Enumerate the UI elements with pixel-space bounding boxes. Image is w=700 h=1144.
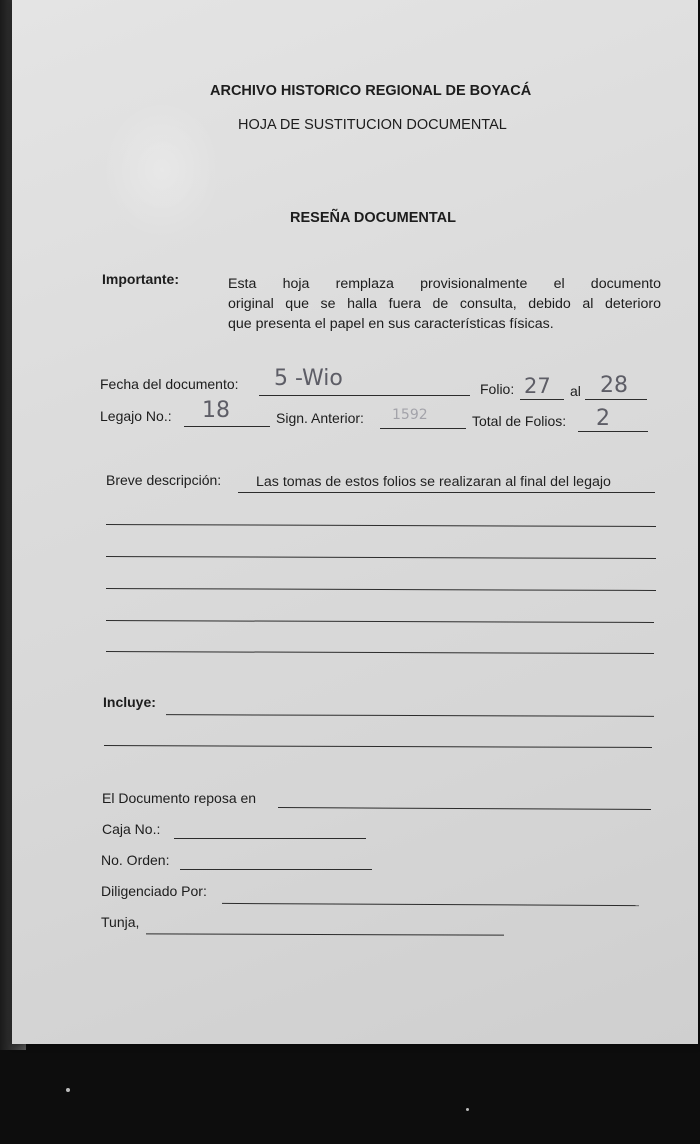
folio-value[interactable]: 27 (524, 374, 551, 398)
legajo-value[interactable]: 18 (202, 398, 230, 423)
sign-label: Sign. Anterior: (276, 410, 364, 426)
notice-text (228, 274, 661, 334)
total-line (578, 431, 648, 432)
notice-line-3: que presenta el papel en sus características físicas. (228, 316, 554, 332)
fecha-line (259, 395, 470, 396)
al-value[interactable]: 28 (600, 373, 628, 398)
fecha-label: Fecha del documento: (100, 376, 239, 392)
orden-label: No. Orden: (101, 852, 170, 868)
folio-line (520, 399, 564, 400)
descripcion-label: Breve descripción: (106, 472, 222, 488)
orden-line (180, 869, 372, 870)
tunja-label: Tunja, (101, 914, 140, 930)
caja-line (174, 838, 366, 839)
diligenciado-label: Diligenciado Por: (101, 883, 207, 899)
notice-line-2: original que se halla fuera de consulta, debido al deterioro (228, 296, 661, 312)
dust-speck (466, 1108, 469, 1111)
total-value[interactable]: 2 (596, 406, 610, 431)
dust-speck (66, 1088, 70, 1092)
al-label: al (570, 383, 581, 399)
notice-line-1: Esta hoja remplaza provisionalmente el documento (228, 276, 661, 292)
legajo-line (184, 426, 270, 427)
descripcion-line (238, 492, 655, 493)
institution-title: ARCHIVO HISTORICO REGIONAL DE BOYACÁ (210, 83, 532, 99)
section-title: RESEÑA DOCUMENTAL (290, 210, 456, 226)
sign-line (380, 428, 466, 429)
caja-label: Caja No.: (102, 821, 161, 837)
sign-value[interactable]: 1592 (392, 407, 428, 423)
reposa-label: El Documento reposa en (102, 790, 257, 806)
total-label: Total de Folios: (472, 413, 567, 429)
legajo-label: Legajo No.: (100, 408, 172, 424)
descripcion-value[interactable]: Las tomas de estos folios se realizaran al final del legajo (256, 474, 611, 490)
al-line (585, 399, 647, 400)
incluye-label: Incluye: (103, 694, 156, 710)
notice-label: Importante: (102, 271, 179, 287)
folio-label: Folio: (480, 381, 515, 397)
form-title: HOJA DE SUSTITUCION DOCUMENTAL (238, 117, 507, 133)
paper-crease (102, 100, 222, 240)
fecha-value[interactable]: 5 -Wio (274, 366, 343, 391)
